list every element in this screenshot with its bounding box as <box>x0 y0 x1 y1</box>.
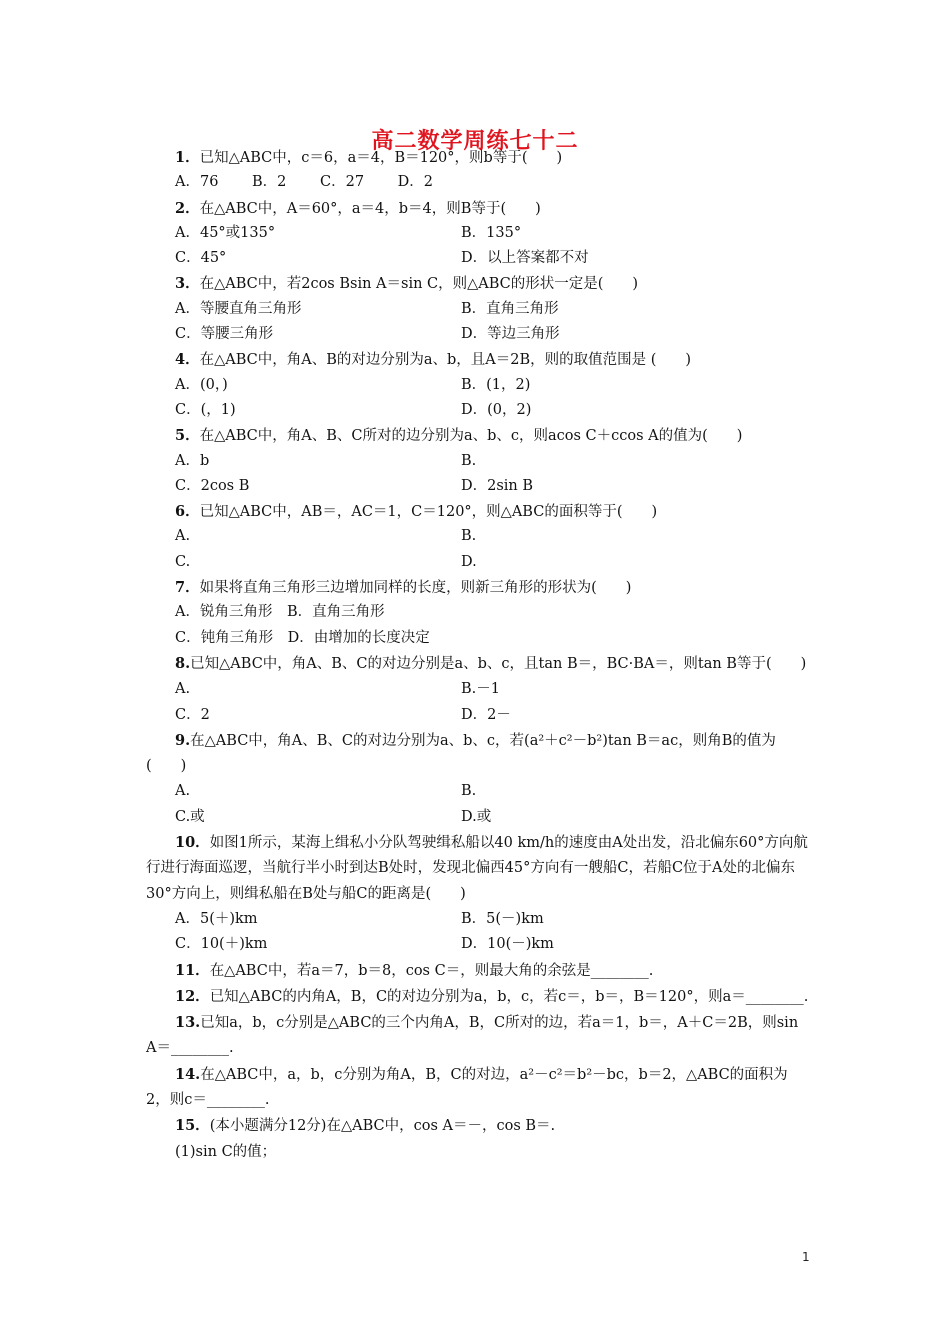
page-number: 1 <box>802 1250 810 1264</box>
question-10: 10．如图1所示，某海上缉私小分队驾驶缉私船以40 km/h的速度由A处出发，沿北偏东60°方向航行进行海面巡逻，当航行半小时到达B处时，发现北偏西45°方向有一艘船C，若船C位于A处的北偏东30°方向上，则缉私船在B处与船C的距离是( ) <box>146 834 808 902</box>
question-number: 12． <box>175 987 210 1005</box>
question-2: 2．在△ABC中，A＝60°，a＝4，b＝4，则B等于( ) <box>175 199 541 217</box>
option-c: C．等腰三角形 <box>175 326 274 343</box>
question-5: 5．在△ABC中，角A、B、C所对的边分别为a、b、c，则acos C＋ccos A的值为( ) <box>175 427 743 445</box>
options-row <box>146 246 810 271</box>
option-a: A．5(＋)km <box>175 910 258 927</box>
option-b: B. <box>461 452 477 469</box>
option-c: C. <box>175 553 191 570</box>
option-b: B．直角三角形 <box>461 300 559 317</box>
question-11: 11．在△ABC中，若a＝7，b＝8，cos C＝，则最大角的余弦是________. <box>175 961 654 979</box>
question-number: 14. <box>175 1065 201 1083</box>
option-d: D. <box>461 553 477 570</box>
option-a: A．45°或135° <box>175 224 276 241</box>
question-number: 9. <box>175 731 191 749</box>
question-15: 15．(本小题满分12分)在△ABC中，cos A＝－，cos B＝. <box>175 1117 556 1135</box>
options-row <box>146 907 810 932</box>
option-a: A．等腰直角三角形 <box>175 300 302 317</box>
option-c: C．10(＋)km <box>175 936 268 953</box>
question-12: 12．已知△ABC的内角A，B，C的对边分别为a，b，c，若c＝，b＝，B＝120°，则a＝________. <box>175 987 809 1005</box>
options-row <box>146 297 810 322</box>
options-row <box>146 221 810 246</box>
option-b: B. <box>461 528 477 545</box>
page-title: 高二数学周练七十二 <box>371 129 579 154</box>
option-a: A. <box>175 528 191 545</box>
options-row: A．76 B．2 C．27 D．2 <box>175 174 434 191</box>
option-c: C．2cos B <box>175 477 250 494</box>
options-row <box>146 322 810 347</box>
question-1: 1．已知△ABC中，c＝6，a＝4，B＝120°，则b等于( ) <box>175 149 563 166</box>
question-number: 8. <box>175 654 191 672</box>
option-c: C．45° <box>175 250 227 267</box>
options-row <box>146 703 810 728</box>
option-c: C．2 <box>175 706 210 723</box>
question-4: 4．在△ABC中，角A、B的对边分别为a、b，且A＝2B，则的取值范围是 ( ) <box>175 351 692 369</box>
options-row <box>146 805 810 830</box>
question-13: 13.已知a，b，c分别是△ABC的三个内角A，B，C所对的边，若a＝1，b＝，A＋C＝2B，则sin A＝________. <box>146 1014 799 1057</box>
option-d: D.或 <box>461 808 492 825</box>
options-row <box>146 524 810 549</box>
option-a: A．(0，) <box>175 376 228 393</box>
question-number: 5． <box>175 427 200 445</box>
options-row: C．钝角三角形 D．由增加的长度决定 <box>175 629 430 646</box>
question-3: 3．在△ABC中，若2cos Bsin A＝sin C，则△ABC的形状一定是( ) <box>175 275 639 293</box>
question-9: 9.在△ABC中，角A、B、C的对边分别为a、b、c，若(a²＋c²－b²)tan B＝ac，则角B的值为( ) <box>146 731 776 775</box>
option-d: D．(0，2) <box>461 401 532 418</box>
option-d: D．10(－)km <box>461 936 554 953</box>
option-d: D．2－ <box>461 706 511 723</box>
options-row <box>146 373 810 398</box>
option-c: C.或 <box>175 808 205 825</box>
question-7: 7．如果将直角三角形三边增加同样的长度，则新三角形的形状为( ) <box>175 579 632 597</box>
question-number: 4． <box>175 351 200 369</box>
options-row <box>146 550 810 575</box>
question-number: 2． <box>175 199 200 217</box>
option-a: A. <box>175 681 191 698</box>
option-d: D．2sin B <box>461 477 534 494</box>
question-number: 10． <box>175 834 210 852</box>
question-15-part-1: (1)sin C的值； <box>175 1143 277 1160</box>
options-row <box>146 932 810 957</box>
question-6: 6．已知△ABC中，AB＝，AC＝1，C＝120°，则△ABC的面积等于( ) <box>175 503 658 521</box>
options-row <box>146 677 810 702</box>
question-number: 13. <box>175 1014 201 1032</box>
question-list <box>146 145 810 1165</box>
option-a: A. <box>175 783 191 800</box>
question-number: 7． <box>175 579 200 597</box>
option-a: A．b <box>175 452 210 469</box>
options-row: A．锐角三角形 B．直角三角形 <box>175 604 385 621</box>
option-b: B．(1，2) <box>461 376 531 393</box>
options-row <box>146 449 810 474</box>
option-d: D．等边三角形 <box>461 326 560 343</box>
question-number: 11． <box>175 961 210 979</box>
question-number: 15． <box>175 1117 210 1135</box>
question-number: 6． <box>175 503 200 521</box>
option-b: B．5(－)km <box>461 910 544 927</box>
options-row <box>146 474 810 499</box>
question-8: 8.已知△ABC中，角A、B、C的对边分别是a、b、c，且tan B＝，BC·BA＝，则tan B等于( ) <box>175 654 807 672</box>
option-c: C．(，1) <box>175 401 236 418</box>
question-14: 14.在△ABC中，a，b，c分别为角A，B，C的对边，a²－c²＝b²－bc，b＝2，△ABC的面积为2，则c＝________. <box>146 1065 788 1108</box>
question-number: 1． <box>175 149 200 166</box>
options-row <box>146 398 810 423</box>
options-row <box>146 779 810 804</box>
question-number: 3． <box>175 275 200 293</box>
option-b: B．135° <box>461 224 522 241</box>
option-b: B. <box>461 783 477 800</box>
option-b: B.－1 <box>461 681 500 698</box>
option-d: D．以上答案都不对 <box>461 250 589 267</box>
